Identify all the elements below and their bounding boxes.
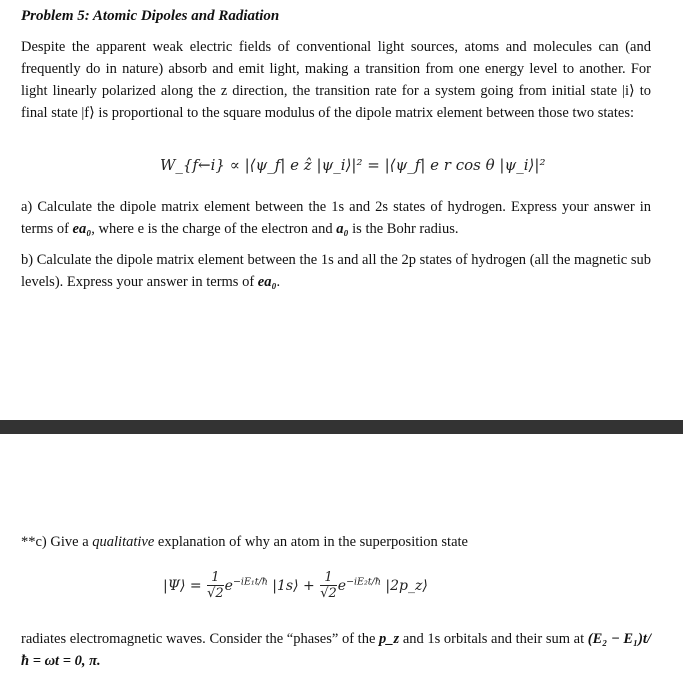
part-b-text: b) Calculate the dipole matrix element between the 1s and all the 2p states of hydrogen (all the magnetic sub levels). Express your answer in terms of ea₀. xyxy=(21,252,651,290)
intro-paragraph: Despite the apparent weak electric fields of conventional light sources, atoms and molecules can (and frequently do in nature) absorb and emit light, making a transition from one energy level to another. For light linearly polarized along the z direction, the transition rate for a system going from initial state |i⟩ to final state |f⟩ is proportional to the square modulus of the dipole matrix element between those two states: xyxy=(21,39,652,121)
part-c-text: **c) Give a qualitative explanation of why an atom in the superposition state xyxy=(21,534,468,550)
fraction-1: $\frac{1}{√2}$ xyxy=(207,570,224,601)
page-2 xyxy=(0,434,683,684)
transition-rate-equation: W_{f←i} ∝ |⟨ψ_f| e ẑ |ψ_i⟩|² = |⟨ψ_f| e r cos θ |ψ_i⟩|² xyxy=(160,156,546,174)
problem-title: Problem 5: Atomic Dipoles and Radiation xyxy=(21,8,280,24)
ket-f: |f⟩ xyxy=(81,105,95,121)
fraction-2: $\frac{1}{√2}$ xyxy=(320,570,337,601)
part-a-text: a) Calculate the dipole matrix element between the 1s and 2s states of hydrogen. Express your answer in terms of ea₀, where e is the charge of the electron and a₀ is the Bohr radius. xyxy=(21,199,651,237)
part-c-followup: radiates electromagnetic waves. Consider the “phases” of the p_z and 1s orbitals and their sum at (E₂ − E₁)t/ħ = ωt = 0, π. xyxy=(21,631,651,669)
page-divider xyxy=(0,420,683,434)
ket-i: |i⟩ xyxy=(622,83,635,99)
superposition-equation: |Ψ⟩ = $\frac{1}{√2}$ $e^{-iE_1t/ħ}$ |1s⟩ + $\frac{1}{√2}$ $e^{-iE_2t/ħ}$ |2p_z⟩ xyxy=(163,570,428,601)
